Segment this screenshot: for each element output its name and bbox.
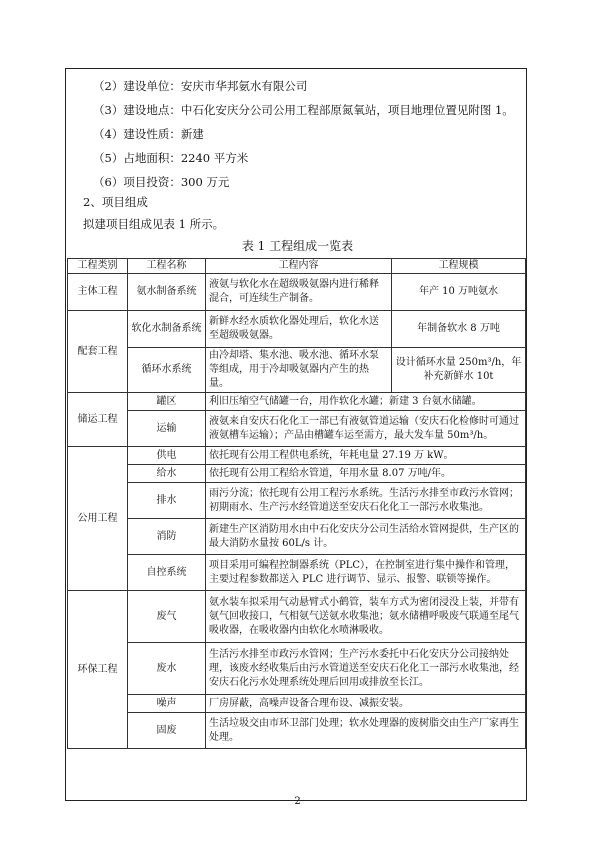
- name-cell: 自控系统: [128, 555, 206, 591]
- table-row: [68, 411, 526, 447]
- investment-line: （6）项目投资：300 万元: [93, 175, 230, 189]
- category-cell: 储运工程: [68, 393, 128, 447]
- category-cell: 主体工程: [68, 274, 128, 311]
- name-cell: 供电: [128, 447, 206, 465]
- content-cell: 生活垃圾交由市环卫部门处理；软水处理器的废树脂交由生产厂家再生处理。: [206, 713, 526, 749]
- category-cell: 公用工程: [68, 447, 128, 591]
- project-composition-table: [67, 258, 526, 749]
- header-content: 工程内容: [206, 259, 392, 274]
- header-scale: 工程规模: [392, 259, 526, 274]
- construction-nature-line: （4）建设性质：新建: [93, 127, 204, 141]
- content-cell: 由冷却塔、集水池、吸水池、循环水泵等组成，用于冷却吸氨器内产生的热量。: [206, 348, 392, 393]
- content-cell: 雨污分流；依托现有公用工程污水系统。生活污水排至市政污水管网；初期雨水、生产污水经管道送至安庆石化化工一部污水收集池。: [206, 483, 526, 519]
- table-row: [68, 519, 526, 555]
- content-cell: 利旧压缩空气储罐一台，用作软化水罐；新建 3 台氨水储罐。: [206, 393, 526, 411]
- content-cell: 项目采用可编程控制器系统（PLC），在控制室进行集中操作和管理，主要过程参数都送入 PLC 进行调节、显示、报警、联锁等操作。: [206, 555, 526, 591]
- page-number: 2: [294, 796, 301, 807]
- table-row: [68, 311, 526, 348]
- name-cell: 给水: [128, 465, 206, 483]
- name-cell: 消防: [128, 519, 206, 555]
- content-cell: 生活污水排至市政污水管网；生产污水委托中石化安庆分公司接纳处理，该废水经收集后由污水管道送至安庆石化化工一部污水收集池，经安庆石化污水处理系统处理后回用或排放至长江。: [206, 643, 526, 695]
- name-cell: 循环水系统: [128, 348, 206, 393]
- table-row: [68, 555, 526, 591]
- table-row: [68, 465, 526, 483]
- table-intro-line: 拟建项目组成见表 1 所示。: [83, 217, 225, 231]
- content-cell: 依托现有公用工程供电系统，年耗电量 27.19 万 kW。: [206, 447, 526, 465]
- name-cell: 废水: [128, 643, 206, 695]
- table-row: [68, 274, 526, 311]
- category-cell: 配套工程: [68, 311, 128, 393]
- header-name: 工程名称: [128, 259, 206, 274]
- scale-cell: 年制备软水 8 万吨: [392, 311, 526, 348]
- content-cell: 液氨来自安庆石化化工一部已有液氨管道运输（安庆石化检修时可通过液氨槽车运输）；产品由槽罐车运至需方，最大发车量 50m³/h。: [206, 411, 526, 447]
- table-header-row: [68, 259, 526, 274]
- content-cell: 新鲜水经水质软化器处理后，软化水送至超级吸氨器。: [206, 311, 392, 348]
- scale-cell: 设计循环水量 250m³/h，年补充新鲜水 10t: [392, 348, 526, 393]
- construction-site-line: （3）建设地点：中石化安庆分公司公用工程部原氮氧站，项目地理位置见附图 1。: [93, 103, 514, 117]
- construction-unit-line: （2）建设单位：安庆市华邦氨水有限公司: [93, 79, 308, 93]
- name-cell: 罐区: [128, 393, 206, 411]
- content-cell: 厂房屏蔽，高噪声设备合理布设、减振安装。: [206, 695, 526, 713]
- content-cell: 氨水装车拟采用气动悬臂式小鹤管，装车方式为密闭浸没上装，并带有氨气回收接口，气相氨气送氨水收集池；氨水储槽呼吸废气联通至尾气吸收器，在吸收器内由软化水喷淋吸收。: [206, 591, 526, 643]
- name-cell: 氨水制备系统: [128, 274, 206, 311]
- table-row: [68, 591, 526, 643]
- content-cell: 依托现有公用工程给水管道，年用水量 8.07 万吨/年。: [206, 465, 526, 483]
- name-cell: 固废: [128, 713, 206, 749]
- content-cell: 新建生产区消防用水由中石化安庆分公司生活给水管网提供，生产区的最大消防水量按 60L/s 计。: [206, 519, 526, 555]
- floor-area-line: （5）占地面积：2240 平方米: [93, 151, 249, 165]
- category-cell: 环保工程: [68, 591, 128, 749]
- name-cell: 废气: [128, 591, 206, 643]
- table-row: [68, 713, 526, 749]
- scale-cell: 年产 10 万吨氨水: [392, 274, 526, 311]
- table-row: [68, 643, 526, 695]
- table-row: [68, 348, 526, 393]
- section-heading: 2、项目组成: [83, 195, 148, 209]
- table-row: [68, 695, 526, 713]
- name-cell: 排水: [128, 483, 206, 519]
- table-title: 表 1 工程组成一览表: [241, 239, 354, 253]
- name-cell: 噪声: [128, 695, 206, 713]
- table-row: [68, 483, 526, 519]
- name-cell: 软化水制备系统: [128, 311, 206, 348]
- table-row: [68, 447, 526, 465]
- table-row: [68, 393, 526, 411]
- header-category: 工程类别: [68, 259, 128, 274]
- content-cell: 液氨与软化水在超级吸氨器内进行稀释混合，可连续生产制备。: [206, 274, 392, 311]
- name-cell: 运输: [128, 411, 206, 447]
